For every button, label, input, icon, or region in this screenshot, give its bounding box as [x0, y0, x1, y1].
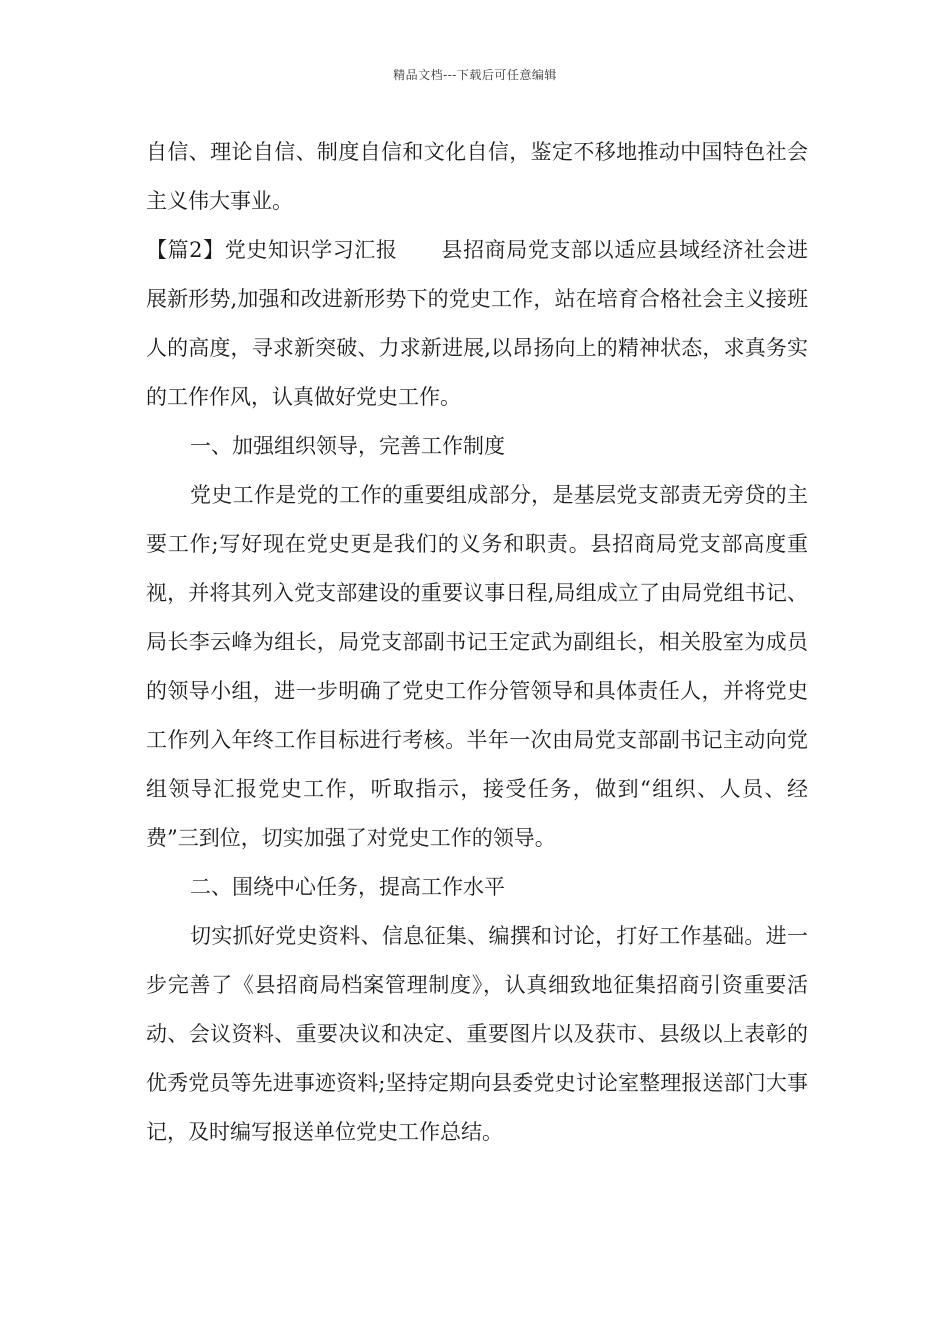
paragraph-org-leadership: 党史工作是党的工作的重要组成部分，是基层党支部责无旁贷的主要工作;写好现在党史更是我们的义务和职责。县招商局党支部高度重视，并将其列入党支部建设的重要议事日程,局组成立了由局党组书记、局长李云峰为组长，局党支部副书记王定武为副组长，相关股室为成员的领导小组，进一步明确了党史工作分管领导和具体责任人，并将党史工作列入年终工作目标进行考核。半年一次由局党支部副书记主动向党组领导汇报党史工作，听取指示，接受任务，做到“组织、人员、经费”三到位，切实加强了对党史工作的领导。 — [146, 483, 808, 850]
heading-2: 二、围绕中心任务，提高工作水平 — [190, 875, 505, 899]
section-title: 【篇2】党史知识学习汇报 — [146, 238, 398, 262]
heading-1: 一、加强组织领导，完善工作制度 — [190, 434, 505, 458]
page-header: 精品文档---下载后可任意编辑 — [393, 68, 557, 82]
section-intro-text: 县招商局党支部以适应县域经济社会进展新形势,加强和改进新形势下的党史工作，站在培育合格社会主义接班人的高度，寻求新突破、力求新进展,以昂扬向上的精神状态，求真务实的工作作风，认真做好党史工作。 — [146, 238, 808, 409]
section-intro-paragraph — [146, 226, 808, 422]
paragraph-central-task: 切实抓好党史资料、信息征集、编撰和讨论，打好工作基础。进一步完善了《县招商局档案管理制度》，认真细致地征集招商引资重要活动、会议资料、重要决议和决定、重要图片以及获市、县级以上表彰的优秀党员等先进事迹资料;坚持定期向县委党史讨论室整理报送部门大事记，及时编写报送单位党史工作总结。 — [146, 924, 808, 1144]
document-body — [146, 128, 808, 1157]
paragraph-continuation: 自信、理论自信、制度自信和文化自信，鉴定不移地推动中国特色社会主义伟大事业。 — [146, 140, 808, 213]
